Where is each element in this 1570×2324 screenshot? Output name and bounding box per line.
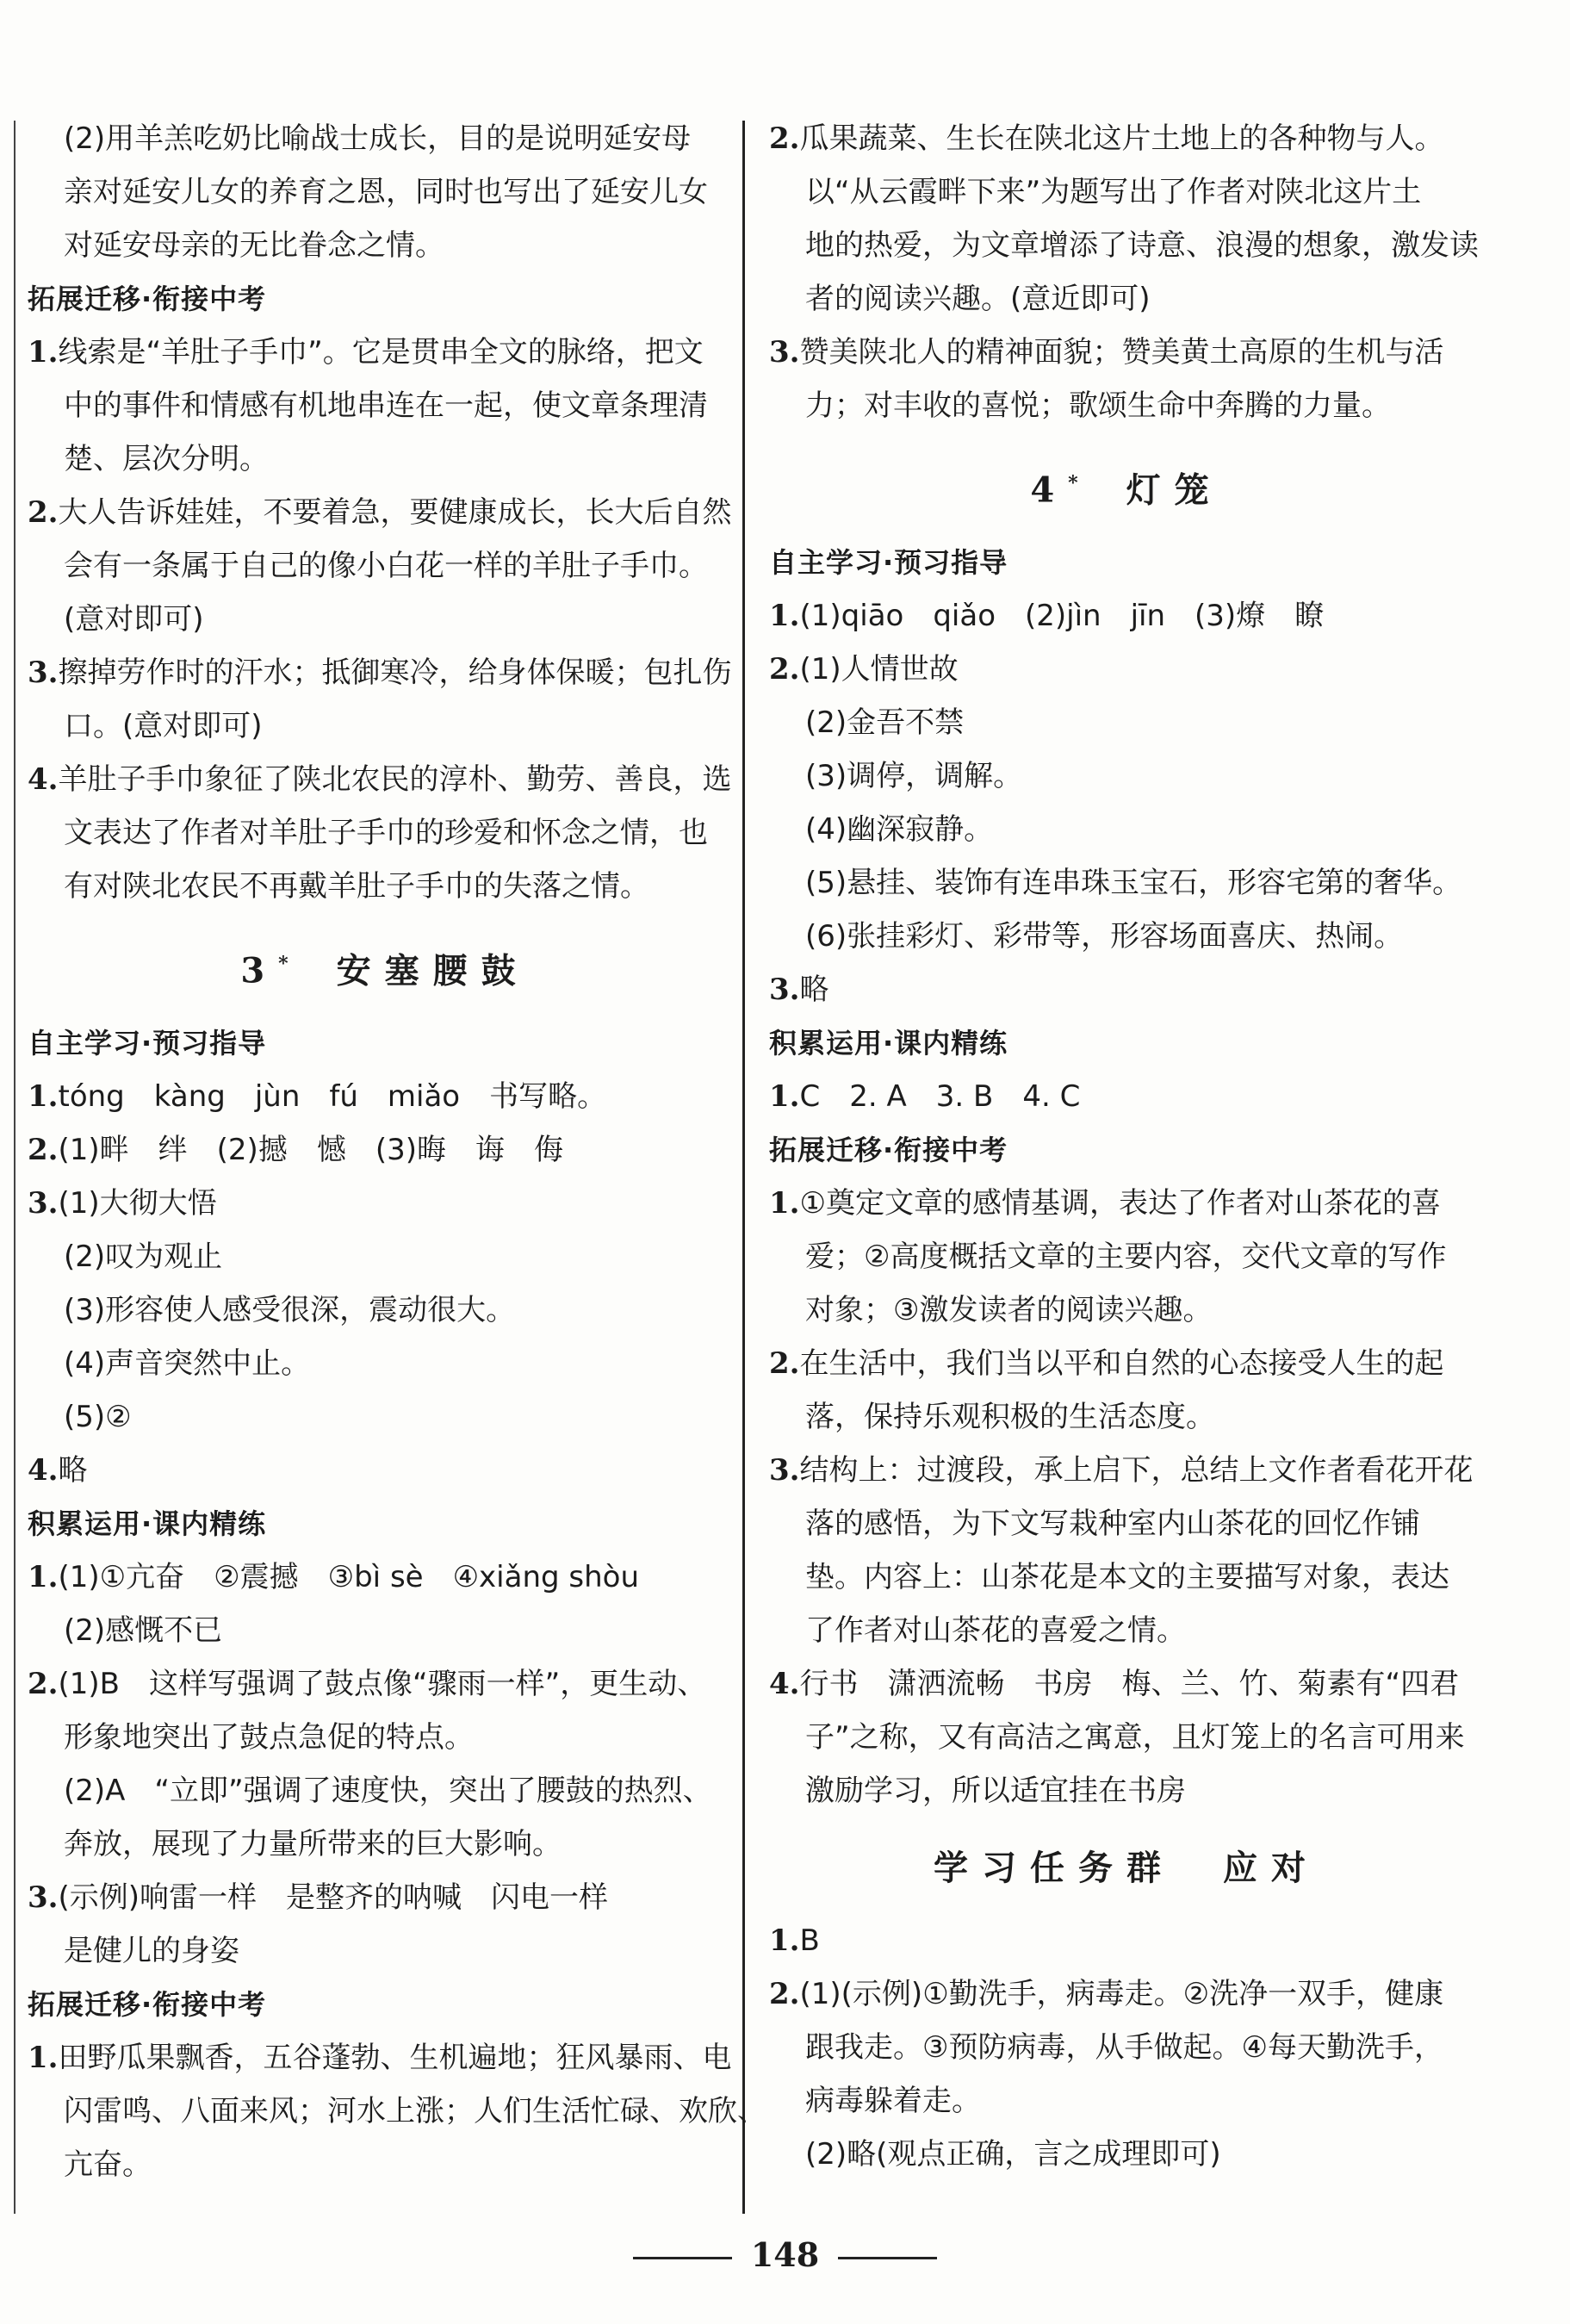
section-heading: 自主学习·预习指导 (28, 1027, 267, 1060)
answer-continuation: 激励学习，所以适宜挂在书房 (805, 1774, 1186, 1809)
answer-continuation: 亲对延安儿女的养育之恩，同时也写出了延安儿女 (64, 175, 708, 209)
item-text: (1)畔 绊 (2)撼 憾 (3)晦 诲 侮 (58, 1133, 563, 1168)
answer-subline: (6)张挂彩灯、彩带等，形容场面喜庆、热闹。 (805, 919, 1404, 954)
item-text: (1)B 这样写强调了鼓点像“骤雨一样”，更生动、 (58, 1667, 707, 1702)
answer-continuation: (意对即可) (64, 602, 204, 637)
page-footer (0, 2235, 1570, 2274)
item-number: 1. (769, 1079, 800, 1115)
item-text: 羊肚子手巾象征了陕北农民的淳朴、勤劳、善良，选 (58, 762, 732, 797)
lesson-star: * (278, 953, 289, 975)
section-heading: 拓展迁移·衔接中考 (769, 1134, 1008, 1167)
answer-subline: (5)悬挂、装饰有连串珠玉宝石，形容宅第的奢华。 (805, 866, 1462, 901)
item-number: 3. (28, 656, 59, 690)
item-text: 大人告诉娃娃，不要着急，要健康成长，长大后自然 (58, 495, 732, 530)
answer-item (769, 643, 1484, 696)
section-heading: 自主学习·预习指导 (769, 546, 1008, 580)
item-text: tóng kàng jùn fú miǎo 书写略。 (58, 1079, 607, 1115)
answer-continuation: 地的热爱，为文章增添了诗意、浪漫的想象，激发读 (805, 228, 1479, 263)
item-text: 擦掉劳作时的汗水；抵御寒冷，给身体保暖；包扎伤 (58, 656, 732, 690)
footer-rule-right (838, 2257, 937, 2259)
item-number: 1. (28, 1560, 59, 1595)
item-number: 4. (769, 1667, 800, 1702)
answer-item (28, 1657, 742, 1711)
answer-subline: (4)幽深寂静。 (805, 812, 994, 848)
answer-item (28, 753, 742, 806)
answer-continuation: 爱；②高度概括文章的主要内容，交代文章的写作 (805, 1240, 1447, 1275)
answer-subline: (2)金吾不禁 (805, 705, 965, 741)
answer-item (28, 1123, 742, 1177)
item-text: (1)大彻大悟 (58, 1186, 217, 1221)
item-text: (1)人情世故 (799, 652, 959, 687)
item-text: 略 (58, 1453, 88, 1488)
item-text: 行书 潇洒流畅 书房 梅、兰、竹、菊素有“四君 (799, 1667, 1460, 1702)
answer-continuation: 奔放，展现了力量所带来的巨大影响。 (64, 1827, 562, 1862)
answer-continuation: 落的感悟，为下文写栽种室内山茶花的回忆作铺 (805, 1507, 1420, 1542)
answer-item (769, 1444, 1484, 1497)
answer-item (769, 1967, 1484, 2021)
answer-continuation: 对象；③激发读者的阅读兴趣。 (805, 1293, 1213, 1328)
answer-continuation: 力；对丰收的喜悦；歌颂生命中奔腾的力量。 (805, 388, 1391, 423)
answer-continuation: 亢奋。 (64, 2147, 152, 2183)
answer-item (769, 326, 1484, 379)
section-heading: 拓展迁移·衔接中考 (28, 283, 267, 315)
item-text: (1)qiāo qiǎo (2)jìn jīn (3)燎 瞭 (799, 599, 1325, 634)
section-heading: 积累运用·课内精练 (769, 1027, 1008, 1060)
answer-subline: (2)用羊羔吃奶比喻战士成长，目的是说明延安母 (64, 121, 692, 156)
answer-continuation: 形象地突出了鼓点急促的特点。 (64, 1720, 474, 1755)
item-text: 结构上：过渡段，承上启下，总结上文作者看花开花 (799, 1453, 1474, 1488)
item-number: 2. (28, 495, 59, 530)
answer-item (769, 589, 1484, 643)
answer-item (769, 1177, 1484, 1230)
item-number: 1. (28, 335, 59, 370)
section-heading: 拓展迁移·衔接中考 (28, 1988, 267, 2022)
item-number: 2. (769, 1346, 800, 1382)
lesson-title (28, 937, 742, 997)
answer-item (769, 1914, 1484, 1967)
item-number: 1. (769, 1923, 800, 1959)
item-text: B (799, 1923, 820, 1959)
answer-subline: (4)声音突然中止。 (64, 1346, 311, 1382)
answer-continuation: 会有一条属于自己的像小白花一样的羊肚子手巾。 (64, 549, 708, 583)
lesson-star: * (1068, 472, 1078, 494)
item-text: 田野瓜果飘香，五谷蓬勃、生机遍地；狂风暴雨、电 (58, 2041, 732, 2076)
answer-continuation: 落，保持乐观积极的生活态度。 (805, 1400, 1215, 1435)
item-text: 在生活中，我们当以平和自然的心态接受人生的起 (799, 1346, 1444, 1382)
item-text: (示例)响雷一样 是整齐的呐喊 闪电一样 (58, 1880, 609, 1916)
answer-item (28, 1871, 742, 1924)
item-number: 3. (28, 1880, 59, 1916)
answer-continuation: 子”之称，又有高洁之寓意，且灯笼上的名言可用来 (805, 1720, 1465, 1755)
lesson-title (769, 457, 1484, 517)
section-heading: 积累运用·课内精练 (28, 1507, 267, 1541)
left-column (28, 112, 766, 2191)
item-number: 2. (769, 1977, 800, 2012)
answer-item (769, 1070, 1484, 1123)
item-number: 2. (28, 1133, 59, 1168)
answer-continuation: 是健儿的身姿 (64, 1934, 239, 1969)
footer-rule-left (633, 2257, 732, 2259)
item-text: 瓜果蔬菜、生长在陕北这片土地上的各种物与人。 (799, 121, 1444, 156)
answer-item (28, 2031, 742, 2085)
page-number: 148 (750, 2235, 820, 2274)
lesson-number: 3 (240, 950, 279, 991)
lesson-title-text: 灯笼 (1126, 469, 1223, 511)
item-text: (1)(示例)①勤洗手，病毒走。②洗净一双手，健康 (799, 1977, 1444, 2012)
answer-continuation: 中的事件和情感有机地串连在一起，使文章条理清 (64, 388, 708, 423)
answer-item (28, 486, 742, 539)
answer-continuation: 以“从云霞畔下来”为题写出了作者对陕北这片土 (805, 175, 1422, 209)
item-number: 4. (28, 762, 59, 797)
item-number: 2. (769, 121, 800, 156)
answer-item (28, 1070, 742, 1123)
answer-continuation: 文表达了作者对羊肚子手巾的珍爱和怀念之情，也 (64, 816, 708, 850)
item-number: 2. (769, 652, 800, 687)
answer-item (28, 1550, 742, 1604)
item-text: ①奠定文章的感情基调，表达了作者对山茶花的喜 (799, 1186, 1441, 1221)
item-number: 1. (28, 1079, 59, 1115)
answer-continuation: 对延安母亲的无比眷念之情。 (64, 228, 444, 263)
answer-continuation: 垫。内容上：山茶花是本文的主要描写对象，表达 (805, 1560, 1449, 1595)
item-number: 1. (769, 1186, 800, 1221)
answer-subline: (2)略(观点正确，言之成理即可) (805, 2137, 1221, 2172)
left-margin-rule (14, 121, 16, 2214)
right-column (769, 112, 1484, 2181)
lesson-title-text: 学习任务群 应对 (934, 1848, 1319, 1889)
item-number: 3. (769, 335, 800, 370)
item-text: 赞美陕北人的精神面貌；赞美黄土高原的生机与活 (799, 335, 1444, 370)
answer-item (28, 646, 742, 699)
item-number: 3. (769, 972, 800, 1008)
answer-continuation: 了作者对山茶花的喜爱之情。 (805, 1613, 1186, 1649)
item-number: 1. (769, 599, 800, 634)
item-number: 4. (28, 1453, 59, 1488)
lesson-title-text: 安塞腰鼓 (336, 950, 530, 991)
answer-subline: (2)感慨不已 (64, 1613, 223, 1649)
answer-subline: (3)调停，调解。 (805, 759, 1023, 794)
answer-item (769, 963, 1484, 1016)
answer-continuation: 口。(意对即可) (64, 709, 263, 743)
answer-item (28, 1177, 742, 1230)
answer-item (769, 112, 1484, 165)
answer-item (28, 1444, 742, 1497)
answer-subline: (5)② (64, 1400, 132, 1435)
item-number: 3. (28, 1186, 59, 1221)
answer-item (769, 1657, 1484, 1711)
answer-continuation: 有对陕北农民不再戴羊肚子手巾的失落之情。 (64, 869, 649, 904)
item-number: 3. (769, 1453, 800, 1488)
item-text: C 2. A 3. B 4. C (799, 1079, 1081, 1115)
item-text: 略 (799, 972, 829, 1008)
answer-continuation: 闪雷鸣、八面来风；河水上涨；人们生活忙碌、欢欣、 (64, 2094, 766, 2129)
item-text: 线索是“羊肚子手巾”。它是贯串全文的脉络，把文 (58, 335, 704, 370)
column-divider (742, 121, 745, 2214)
item-number: 2. (28, 1667, 59, 1702)
answer-item (28, 326, 742, 379)
answer-continuation: 楚、层次分明。 (64, 442, 269, 476)
answer-subline: (2)A “立即”强调了速度快，突出了腰鼓的热烈、 (64, 1774, 712, 1809)
answer-item (769, 1337, 1484, 1390)
answer-continuation: 跟我走。③预防病毒，从手做起。④每天勤洗手， (805, 2030, 1443, 2066)
item-text: (1)①亢奋 ②震撼 ③bì sè ④xiǎng shòu (58, 1560, 640, 1595)
answer-continuation: 病毒躲着走。 (805, 2084, 981, 2119)
lesson-title (769, 1842, 1484, 1895)
answer-subline: (2)叹为观止 (64, 1240, 223, 1275)
answer-subline: (3)形容使人感受很深，震动很大。 (64, 1293, 516, 1328)
answer-continuation: 者的阅读兴趣。(意近即可) (805, 282, 1151, 316)
lesson-number: 4 (1030, 469, 1069, 511)
item-number: 1. (28, 2041, 59, 2076)
